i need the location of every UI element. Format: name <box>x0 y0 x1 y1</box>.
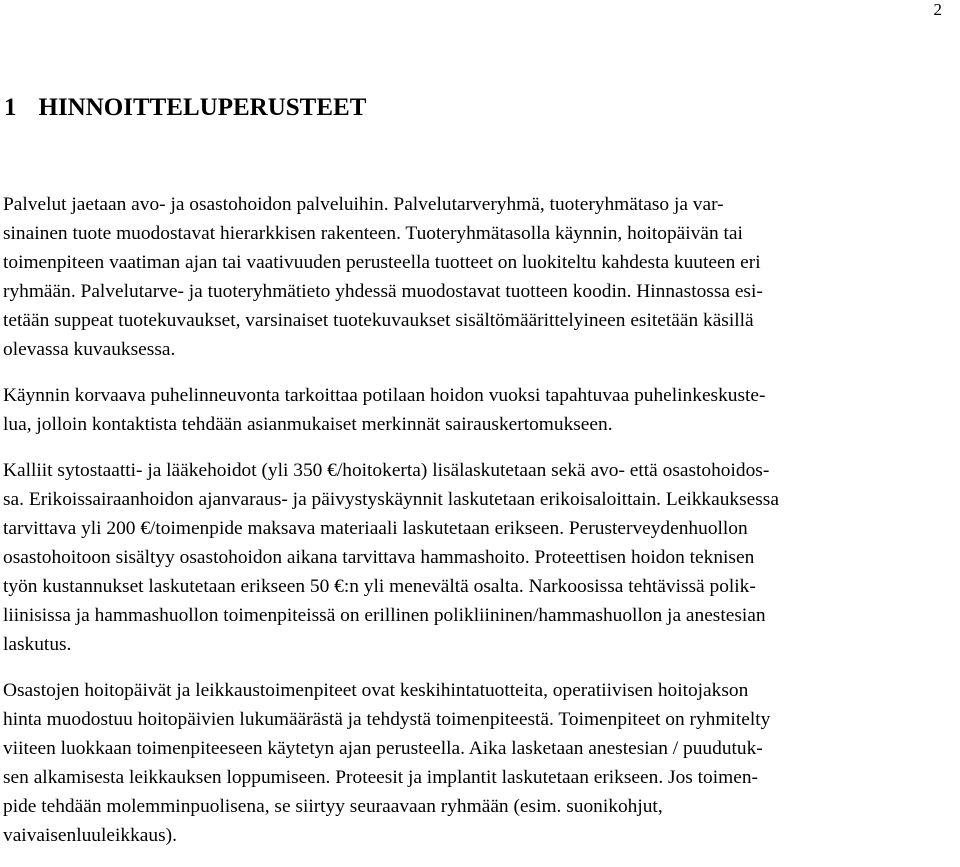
text-line: pide tehdään molemminpuolisena, se siirtyy seuraavaan ryhmään (esim. suonikohjut, <box>3 796 663 817</box>
text-line: tetään suppeat tuotekuvaukset, varsinaiset tuotekuvaukset sisältömäärittelyineen esitetään käsillä <box>3 310 754 331</box>
text-line: toimenpiteen vaatiman ajan tai vaativuuden perusteella tuotteet on luokiteltu kahdesta kuuteen eri <box>3 252 761 273</box>
paragraph-phone-consultation <box>3 381 951 439</box>
paragraph-service-structure <box>3 190 951 364</box>
text-line: liinisissa ja hammashuollon toimenpiteissä on erillinen polikliininen/hammashuollon ja anestesian <box>3 605 766 626</box>
section-title: HINNOITTELUPERUSTEET <box>38 94 367 121</box>
text-line: Käynnin korvaava puhelinneuvonta tarkoittaa potilaan hoidon vuoksi tapahtuvaa puhelinkeskuste- <box>3 385 766 406</box>
text-line: sinainen tuote muodostavat hierarkkisen rakenteen. Tuoteryhmätasolla käynnin, hoitopäivän tai <box>3 223 743 244</box>
text-line: ryhmään. Palvelutarve- ja tuoteryhmätieto yhdessä muodostavat tuotteen koodin. Hinnastossa esi- <box>3 281 763 302</box>
text-line: Palvelut jaetaan avo- ja osastohoidon palveluihin. Palvelutarveryhmä, tuoteryhmätaso ja var- <box>3 194 724 215</box>
text-line: tarvittava yli 200 €/toimenpide maksava materiaali laskutetaan erikseen. Perusterveydenhuollon <box>3 518 748 539</box>
section-number: 1 <box>4 94 17 121</box>
text-line: vaivaisenluuleikkaus). <box>3 825 177 846</box>
text-line: Kalliit sytostaatti- ja lääkehoidot (yli 350 €/hoitokerta) lisälaskutetaan sekä avo- että osastohoidos- <box>3 460 770 481</box>
section-heading <box>4 94 366 122</box>
text-line: sa. Erikoissairaanhoidon ajanvaraus- ja päivystyskäynnit laskutetaan erikoisaloittain. Leikkauksessa <box>3 489 779 510</box>
text-line: Osastojen hoitopäivät ja leikkaustoimenpiteet ovat keskihintatuotteita, operatiivisen hoitojakson <box>3 680 749 701</box>
text-line: olevassa kuvauksessa. <box>3 339 176 360</box>
text-line: laskutus. <box>3 634 72 655</box>
paragraph-ward-days <box>3 676 951 850</box>
text-line: osastohoitoon sisältyy osastohoidon aikana tarvittava hammashoito. Proteettisen hoidon teknisen <box>3 547 755 568</box>
document-body <box>3 190 951 867</box>
page-number: 2 <box>933 0 942 19</box>
paragraph-additional-billing <box>3 456 951 659</box>
text-line: sen alkamisesta leikkauksen loppumiseen. Proteesit ja implantit laskutetaan erikseen. Jos toimen- <box>3 767 758 788</box>
text-line: lua, jolloin kontaktista tehdään asianmukaiset merkinnät sairauskertomukseen. <box>3 414 613 435</box>
text-line: työn kustannukset laskutetaan erikseen 50 €:n yli menevältä osalta. Narkoosissa tehtävissä polik- <box>3 576 756 597</box>
text-line: viiteen luokkaan toimenpiteeseen käytetyn ajan perusteella. Aika lasketaan anestesian / puudutuk- <box>3 738 763 759</box>
text-line: hinta muodostuu hoitopäivien lukumäärästä ja tehdystä toimenpiteestä. Toimenpiteet on ryhmitelty <box>3 709 771 730</box>
